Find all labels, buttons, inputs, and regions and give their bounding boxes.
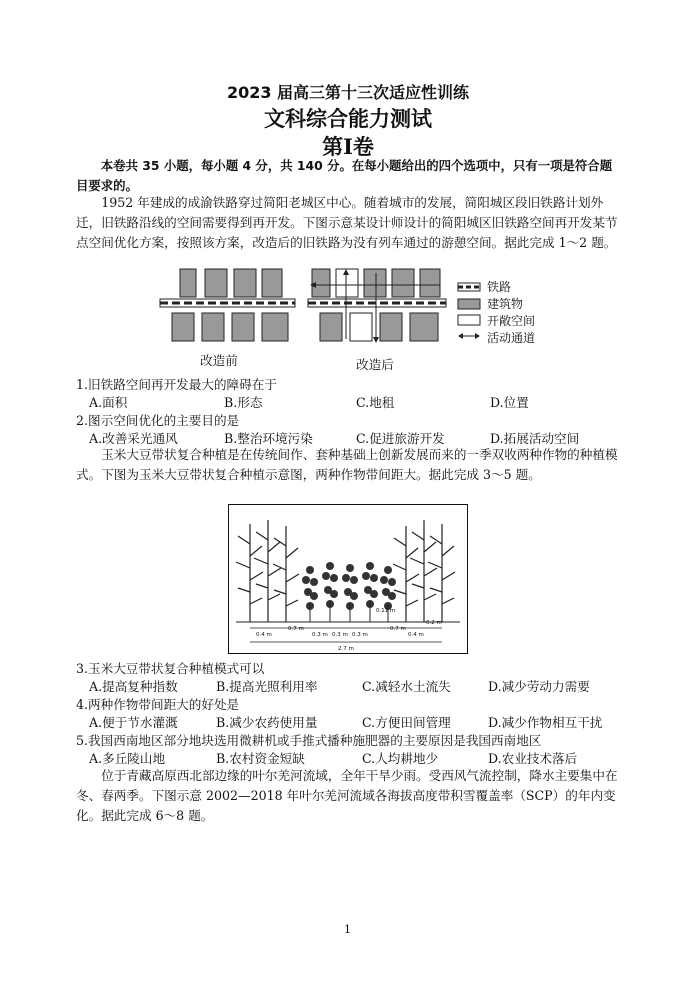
q5-option-d: D.农业技术落后 (488, 751, 578, 766)
q3-option-a: A.提高复种指数 (89, 679, 178, 694)
dim-total: 2.7 m (338, 646, 354, 652)
q4-option-a: A.便于节水灌溉 (89, 715, 178, 730)
exam-subtitle: 文科综合能力测试 (264, 107, 432, 131)
dim-0-7-left: 0.7 m (288, 626, 304, 632)
q4-option-c: C.方便田间管理 (362, 715, 451, 730)
q1-option-c: C.地租 (356, 395, 395, 410)
diagram-before (160, 269, 295, 341)
dim-0-3-c: 0.3 m (352, 632, 368, 638)
dim-0-3-a: 0.3 m (312, 632, 328, 638)
legend-activity-path: 活动通道 (487, 331, 536, 345)
question-5: 5.我国西南地区部分地块选用微耕机或手推式播种施肥器的主要原因是我国西南地区 (76, 733, 542, 748)
diagram-after (308, 269, 446, 343)
q3-option-d: D.减少劳动力需要 (488, 679, 590, 694)
q5-option-a: A.多丘陵山地 (89, 751, 166, 766)
q2-option-a: A.改善采光通风 (89, 431, 178, 446)
q3-option-b: B.提高光照利用率 (216, 679, 318, 694)
passage-2: 玉米大豆带状复合种植是在传统间作、套种基础上创新发展而来的一季双收两种作物的种植模式。下图为玉米大豆带状复合种植示意图，两种作物带间距大。据此完成 3～5 题。 (76, 447, 618, 482)
legend-building: 建筑物 (487, 297, 524, 311)
q1-option-a: A.面积 (89, 395, 128, 410)
question-4: 4.两种作物带间距大的好处是 (76, 697, 240, 712)
q4-option-d: D.减少作物相互干扰 (488, 715, 603, 730)
question-2: 2.图示空间优化的主要目的是 (76, 413, 240, 428)
legend-open-space: 开敞空间 (487, 314, 536, 328)
q1-option-d: D.位置 (490, 395, 529, 410)
q1-option-b: B.形态 (224, 395, 263, 410)
dim-0-2: 0.2 m (426, 620, 442, 626)
q5-option-b: B.农村资金短缺 (216, 751, 305, 766)
label-after: 改造后 (356, 357, 394, 372)
passage-3: 位于青藏高原西北部边缘的叶尔羌河流域，全年干旱少雨。受西风气流控制，降水主要集中在冬、春两季。下图示意 2002—2018 年叶尔羌河流域各海拔高度带积雪覆盖率（SCP）的年内变化。据此完成 6～8 题。 (76, 768, 618, 823)
question-1: 1.旧铁路空间再开发最大的障碍在于 (76, 377, 277, 392)
dim-0-4-right: 0.4 m (408, 632, 424, 638)
intercropping-diagram (228, 504, 468, 654)
legend-railway: 铁路 (487, 280, 512, 294)
q4-option-b: B.减少农药使用量 (216, 715, 318, 730)
q2-option-c: C.促进旅游开发 (356, 431, 445, 446)
exam-title: 2023 届高三第十三次适应性训练 (226, 83, 470, 102)
q2-option-d: D.拓展活动空间 (490, 431, 580, 446)
dim-0-11: 0.11 m (376, 608, 396, 614)
instructions: 本卷共 35 小题，每小题 4 分，共 140 分。在每小题给出的四个选项中，只有一项是符合题目要求的。 (76, 158, 613, 193)
label-before: 改造前 (200, 353, 238, 368)
page-number: 1 (344, 923, 351, 936)
dim-0-4-left: 0.4 m (256, 632, 272, 638)
dim-0-3-b: 0.3 m (332, 632, 348, 638)
q5-option-c: C.人均耕地少 (362, 751, 439, 766)
q2-option-b: B.整治环境污染 (224, 431, 313, 446)
passage-1: 1952 年建成的成渝铁路穿过简阳老城区中心。随着城市的发展，简阳城区段旧铁路计划外迁，旧铁路沿线的空间需要得到再开发。下图示意某设计师设计的简阳城区旧铁路空间再开发某节点空间优化方案，按照该方案，改造后的旧铁路为没有列车通过的游憩空间。据此完成 1～2 题。 (76, 195, 618, 250)
section-title: 第Ⅰ卷 (322, 134, 374, 159)
question-3: 3.玉米大豆带状复合种植模式可以 (76, 661, 265, 676)
dim-0-7-right: 0.7 m (390, 626, 406, 632)
diagram-legend (458, 283, 480, 339)
q3-option-c: C.减轻水土流失 (362, 679, 451, 694)
